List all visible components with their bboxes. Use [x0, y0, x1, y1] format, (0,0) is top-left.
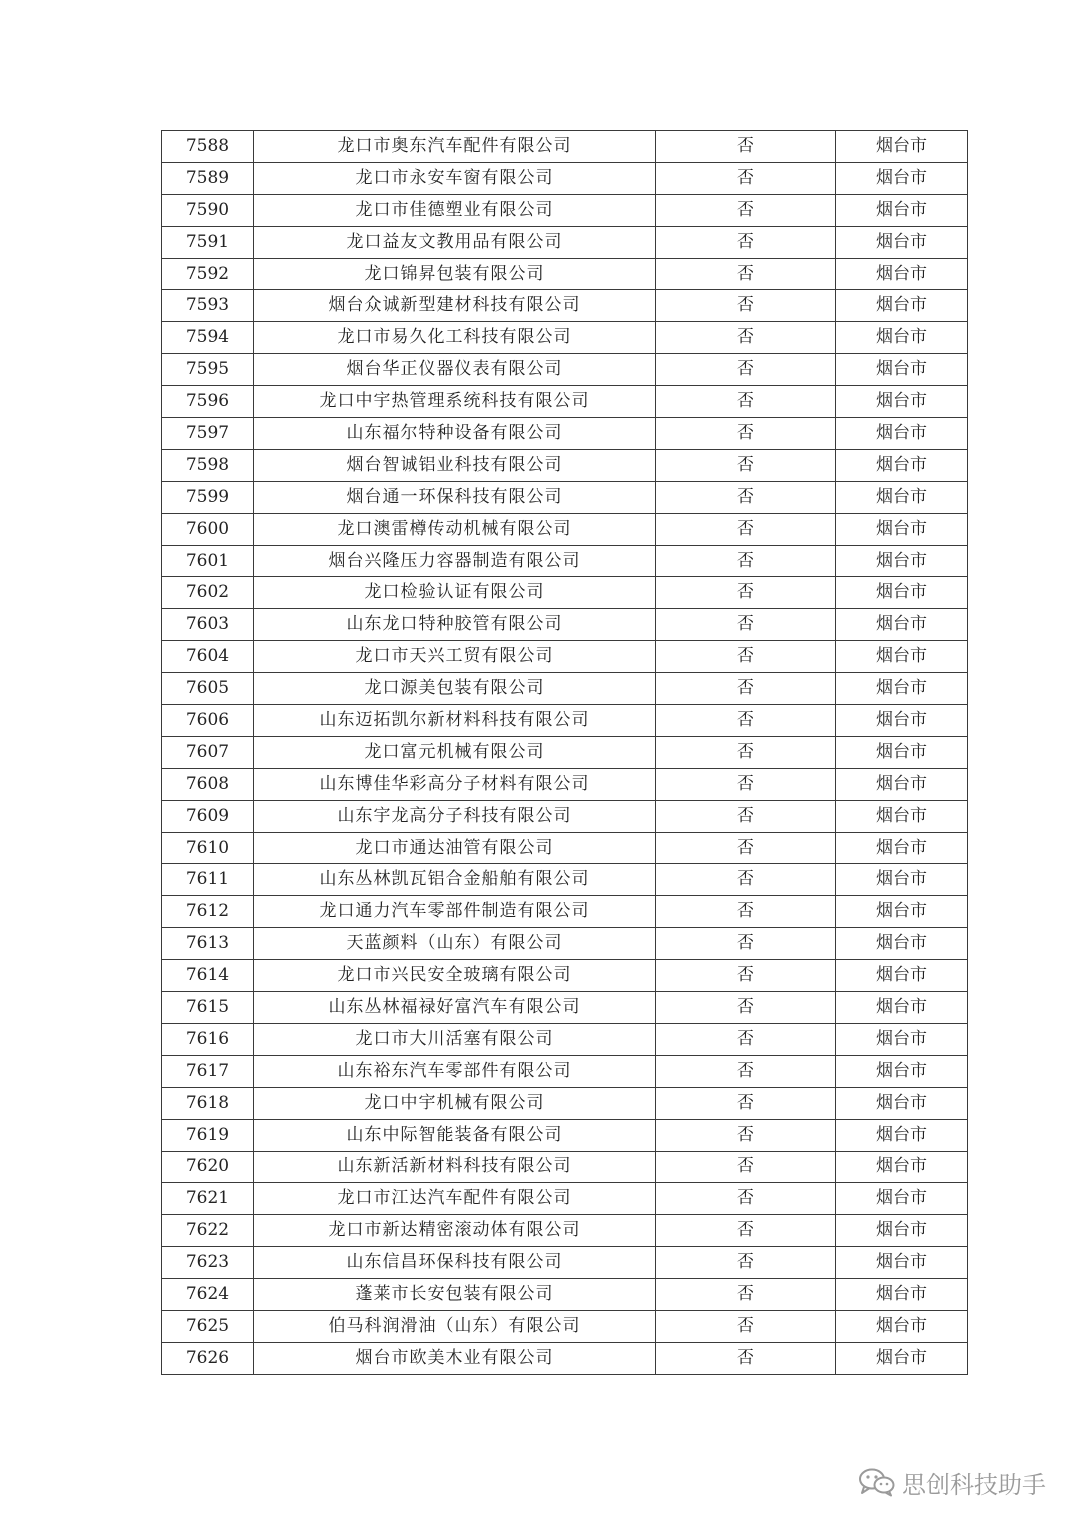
table-row [162, 1183, 968, 1215]
table-row [162, 1310, 968, 1342]
row-number-cell: 7602 [162, 577, 254, 609]
row-number-cell: 7616 [162, 1023, 254, 1055]
table-row [162, 513, 968, 545]
flag-cell: 否 [656, 768, 836, 800]
table-row [162, 992, 968, 1024]
row-number-cell: 7589 [162, 162, 254, 194]
flag-cell: 否 [656, 673, 836, 705]
city-cell: 烟台市 [836, 1119, 968, 1151]
company-name-cell: 龙口市永安车窗有限公司 [254, 162, 656, 194]
row-number-cell: 7606 [162, 705, 254, 737]
row-number-cell: 7614 [162, 960, 254, 992]
flag-cell: 否 [656, 513, 836, 545]
flag-cell: 否 [656, 386, 836, 418]
row-number-cell: 7617 [162, 1055, 254, 1087]
flag-cell: 否 [656, 1183, 836, 1215]
row-number-cell: 7590 [162, 194, 254, 226]
row-number-cell: 7598 [162, 449, 254, 481]
table-row [162, 641, 968, 673]
table-row [162, 194, 968, 226]
flag-cell: 否 [656, 545, 836, 577]
company-name-cell: 龙口通力汽车零部件制造有限公司 [254, 896, 656, 928]
flag-cell: 否 [656, 960, 836, 992]
flag-cell: 否 [656, 928, 836, 960]
city-cell: 烟台市 [836, 290, 968, 322]
flag-cell: 否 [656, 162, 836, 194]
flag-cell: 否 [656, 1087, 836, 1119]
city-cell: 烟台市 [836, 513, 968, 545]
company-name-cell: 龙口市兴民安全玻璃有限公司 [254, 960, 656, 992]
company-name-cell: 蓬莱市长安包装有限公司 [254, 1279, 656, 1311]
table-row [162, 1023, 968, 1055]
flag-cell: 否 [656, 418, 836, 450]
row-number-cell: 7618 [162, 1087, 254, 1119]
table-row [162, 1119, 968, 1151]
city-cell: 烟台市 [836, 354, 968, 386]
city-cell: 烟台市 [836, 641, 968, 673]
row-number-cell: 7622 [162, 1215, 254, 1247]
row-number-cell: 7591 [162, 226, 254, 258]
row-number-cell: 7619 [162, 1119, 254, 1151]
company-name-cell: 龙口市佳德塑业有限公司 [254, 194, 656, 226]
row-number-cell: 7623 [162, 1247, 254, 1279]
company-name-cell: 龙口源美包装有限公司 [254, 673, 656, 705]
table-row [162, 736, 968, 768]
table-row [162, 226, 968, 258]
city-cell: 烟台市 [836, 322, 968, 354]
company-name-cell: 山东宇龙高分子科技有限公司 [254, 800, 656, 832]
row-number-cell: 7593 [162, 290, 254, 322]
flag-cell: 否 [656, 832, 836, 864]
city-cell: 烟台市 [836, 418, 968, 450]
flag-cell: 否 [656, 481, 836, 513]
table-body [162, 131, 968, 1375]
city-cell: 烟台市 [836, 800, 968, 832]
table-row [162, 354, 968, 386]
company-name-cell: 烟台智诚铝业科技有限公司 [254, 449, 656, 481]
city-cell: 烟台市 [836, 864, 968, 896]
flag-cell: 否 [656, 609, 836, 641]
table-row [162, 768, 968, 800]
company-name-cell: 龙口检验认证有限公司 [254, 577, 656, 609]
city-cell: 烟台市 [836, 1279, 968, 1311]
flag-cell: 否 [656, 864, 836, 896]
row-number-cell: 7625 [162, 1310, 254, 1342]
flag-cell: 否 [656, 258, 836, 290]
company-name-cell: 山东迈拓凯尔新材料科技有限公司 [254, 705, 656, 737]
flag-cell: 否 [656, 641, 836, 673]
row-number-cell: 7624 [162, 1279, 254, 1311]
table-row [162, 1342, 968, 1374]
city-cell: 烟台市 [836, 1055, 968, 1087]
table-row [162, 1247, 968, 1279]
table-row [162, 322, 968, 354]
city-cell: 烟台市 [836, 1247, 968, 1279]
city-cell: 烟台市 [836, 226, 968, 258]
flag-cell: 否 [656, 290, 836, 322]
company-name-cell: 龙口市大川活塞有限公司 [254, 1023, 656, 1055]
company-name-cell: 烟台众诚新型建材科技有限公司 [254, 290, 656, 322]
company-name-cell: 山东新活新材料科技有限公司 [254, 1151, 656, 1183]
city-cell: 烟台市 [836, 992, 968, 1024]
company-name-cell: 烟台市欧美木业有限公司 [254, 1342, 656, 1374]
flag-cell: 否 [656, 1279, 836, 1311]
row-number-cell: 7599 [162, 481, 254, 513]
row-number-cell: 7601 [162, 545, 254, 577]
city-cell: 烟台市 [836, 162, 968, 194]
city-cell: 烟台市 [836, 896, 968, 928]
table-row [162, 290, 968, 322]
table-row [162, 1215, 968, 1247]
company-name-cell: 烟台通一环保科技有限公司 [254, 481, 656, 513]
company-name-cell: 山东信昌环保科技有限公司 [254, 1247, 656, 1279]
table-row [162, 418, 968, 450]
row-number-cell: 7615 [162, 992, 254, 1024]
city-cell: 烟台市 [836, 1215, 968, 1247]
company-name-cell: 山东丛林福禄好富汽车有限公司 [254, 992, 656, 1024]
city-cell: 烟台市 [836, 1023, 968, 1055]
flag-cell: 否 [656, 992, 836, 1024]
flag-cell: 否 [656, 322, 836, 354]
company-name-cell: 伯马科润滑油（山东）有限公司 [254, 1310, 656, 1342]
company-name-cell: 龙口市江达汽车配件有限公司 [254, 1183, 656, 1215]
table-row [162, 162, 968, 194]
city-cell: 烟台市 [836, 386, 968, 418]
table-row [162, 1087, 968, 1119]
city-cell: 烟台市 [836, 705, 968, 737]
flag-cell: 否 [656, 1119, 836, 1151]
company-name-cell: 龙口益友文教用品有限公司 [254, 226, 656, 258]
company-name-cell: 龙口中宇热管理系统科技有限公司 [254, 386, 656, 418]
flag-cell: 否 [656, 800, 836, 832]
company-name-cell: 龙口中宇机械有限公司 [254, 1087, 656, 1119]
city-cell: 烟台市 [836, 609, 968, 641]
flag-cell: 否 [656, 1055, 836, 1087]
company-name-cell: 山东博佳华彩高分子材料有限公司 [254, 768, 656, 800]
flag-cell: 否 [656, 896, 836, 928]
flag-cell: 否 [656, 226, 836, 258]
row-number-cell: 7610 [162, 832, 254, 864]
city-cell: 烟台市 [836, 194, 968, 226]
city-cell: 烟台市 [836, 258, 968, 290]
row-number-cell: 7597 [162, 418, 254, 450]
flag-cell: 否 [656, 705, 836, 737]
flag-cell: 否 [656, 1023, 836, 1055]
row-number-cell: 7604 [162, 641, 254, 673]
table-row [162, 131, 968, 163]
city-cell: 烟台市 [836, 545, 968, 577]
row-number-cell: 7613 [162, 928, 254, 960]
city-cell: 烟台市 [836, 1310, 968, 1342]
company-name-cell: 天蓝颜料（山东）有限公司 [254, 928, 656, 960]
row-number-cell: 7621 [162, 1183, 254, 1215]
row-number-cell: 7588 [162, 131, 254, 163]
city-cell: 烟台市 [836, 449, 968, 481]
city-cell: 烟台市 [836, 928, 968, 960]
flag-cell: 否 [656, 131, 836, 163]
company-name-cell: 龙口市奥东汽车配件有限公司 [254, 131, 656, 163]
company-name-cell: 山东龙口特种胶管有限公司 [254, 609, 656, 641]
row-number-cell: 7592 [162, 258, 254, 290]
table-row [162, 577, 968, 609]
flag-cell: 否 [656, 1310, 836, 1342]
flag-cell: 否 [656, 354, 836, 386]
row-number-cell: 7605 [162, 673, 254, 705]
city-cell: 烟台市 [836, 1087, 968, 1119]
table-row [162, 832, 968, 864]
city-cell: 烟台市 [836, 481, 968, 513]
company-name-cell: 山东中际智能装备有限公司 [254, 1119, 656, 1151]
watermark-text: 思创科技助手 [902, 1470, 1046, 1499]
row-number-cell: 7608 [162, 768, 254, 800]
table-row [162, 705, 968, 737]
table-row [162, 673, 968, 705]
city-cell: 烟台市 [836, 1151, 968, 1183]
row-number-cell: 7594 [162, 322, 254, 354]
row-number-cell: 7607 [162, 736, 254, 768]
company-name-cell: 龙口富元机械有限公司 [254, 736, 656, 768]
city-cell: 烟台市 [836, 736, 968, 768]
company-name-cell: 龙口市通达油管有限公司 [254, 832, 656, 864]
table-row [162, 800, 968, 832]
company-name-cell: 龙口市天兴工贸有限公司 [254, 641, 656, 673]
table-row [162, 864, 968, 896]
row-number-cell: 7596 [162, 386, 254, 418]
wechat-icon [858, 1467, 896, 1497]
table-row [162, 896, 968, 928]
row-number-cell: 7612 [162, 896, 254, 928]
city-cell: 烟台市 [836, 131, 968, 163]
watermark [858, 1462, 1046, 1502]
table-row [162, 481, 968, 513]
table-row [162, 449, 968, 481]
table-row [162, 960, 968, 992]
company-name-cell: 龙口锦昇包装有限公司 [254, 258, 656, 290]
flag-cell: 否 [656, 194, 836, 226]
flag-cell: 否 [656, 449, 836, 481]
company-name-cell: 龙口市易久化工科技有限公司 [254, 322, 656, 354]
flag-cell: 否 [656, 1342, 836, 1374]
table-row [162, 1151, 968, 1183]
table-row [162, 609, 968, 641]
row-number-cell: 7626 [162, 1342, 254, 1374]
flag-cell: 否 [656, 736, 836, 768]
city-cell: 烟台市 [836, 768, 968, 800]
row-number-cell: 7603 [162, 609, 254, 641]
city-cell: 烟台市 [836, 960, 968, 992]
row-number-cell: 7600 [162, 513, 254, 545]
flag-cell: 否 [656, 1247, 836, 1279]
company-name-cell: 山东丛林凯瓦铝合金船舶有限公司 [254, 864, 656, 896]
company-name-cell: 烟台兴隆压力容器制造有限公司 [254, 545, 656, 577]
table-row [162, 928, 968, 960]
table-row [162, 1055, 968, 1087]
flag-cell: 否 [656, 1215, 836, 1247]
table-row [162, 386, 968, 418]
row-number-cell: 7611 [162, 864, 254, 896]
company-name-cell: 龙口澳雷樽传动机械有限公司 [254, 513, 656, 545]
city-cell: 烟台市 [836, 1183, 968, 1215]
table-row [162, 545, 968, 577]
company-table [161, 130, 968, 1375]
flag-cell: 否 [656, 1151, 836, 1183]
table-row [162, 1279, 968, 1311]
city-cell: 烟台市 [836, 577, 968, 609]
company-name-cell: 龙口市新达精密滚动体有限公司 [254, 1215, 656, 1247]
city-cell: 烟台市 [836, 673, 968, 705]
row-number-cell: 7620 [162, 1151, 254, 1183]
table-row [162, 258, 968, 290]
city-cell: 烟台市 [836, 832, 968, 864]
city-cell: 烟台市 [836, 1342, 968, 1374]
company-name-cell: 山东裕东汽车零部件有限公司 [254, 1055, 656, 1087]
row-number-cell: 7595 [162, 354, 254, 386]
row-number-cell: 7609 [162, 800, 254, 832]
company-name-cell: 山东福尔特种设备有限公司 [254, 418, 656, 450]
company-name-cell: 烟台华正仪器仪表有限公司 [254, 354, 656, 386]
flag-cell: 否 [656, 577, 836, 609]
